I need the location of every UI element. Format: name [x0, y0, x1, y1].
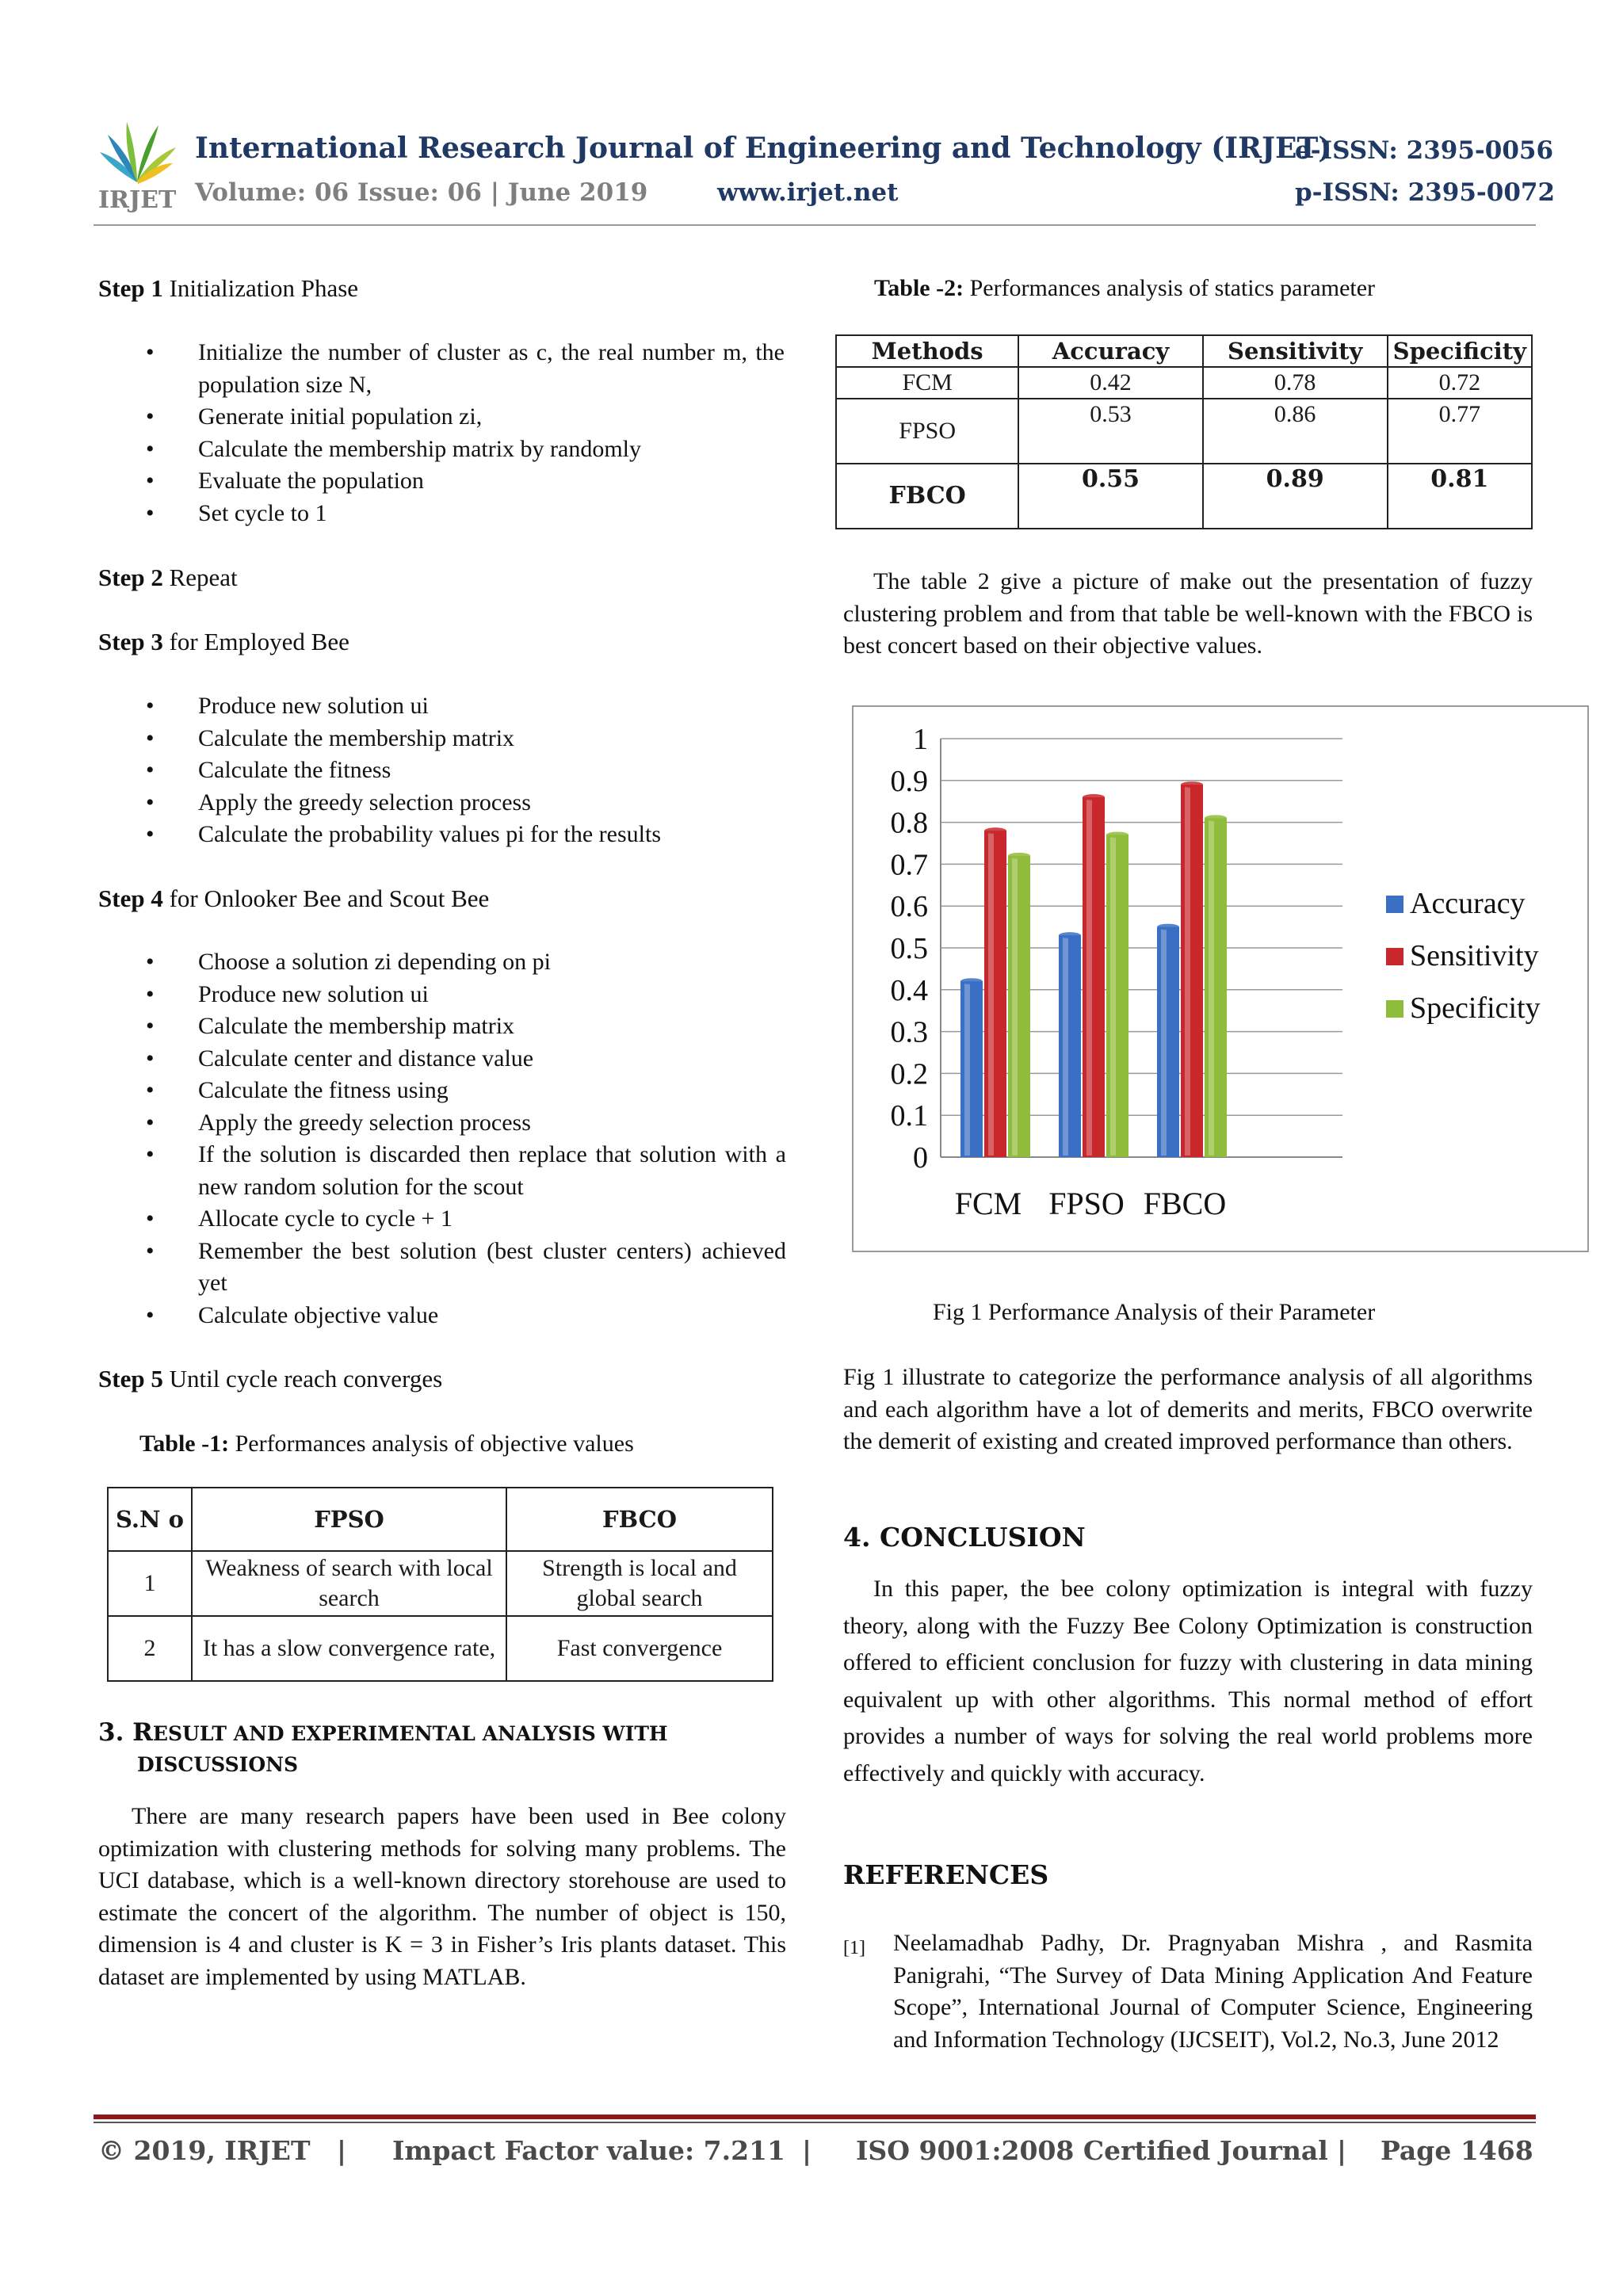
table-row [836, 399, 1532, 464]
chart-bar [1157, 927, 1179, 1157]
legend-swatch [1386, 1000, 1403, 1018]
y-tick-label: 0.9 [890, 764, 928, 798]
list-item: • If the solution is discarded then replace that solution with a new random solution for the scout [98, 1139, 786, 1203]
bar-highlight [988, 832, 994, 1156]
list-item: • Produce new solution ui [98, 690, 786, 723]
section-4-heading: 4. CONCLUSION [843, 1522, 1086, 1553]
table-cell: 2 [108, 1616, 192, 1681]
step-text: Until cycle reach converges [162, 1365, 443, 1392]
logo-text: IRJET [98, 186, 177, 212]
reference-1-number: [1] [843, 1938, 865, 1958]
table-header: Methods [836, 335, 1018, 367]
bar-highlight [964, 983, 970, 1156]
legend-label: Specificity [1410, 991, 1541, 1025]
table-header: Accuracy [1018, 335, 1202, 367]
y-tick-label: 0.7 [890, 848, 928, 882]
bar-cap [984, 827, 1006, 834]
bar-highlight [1012, 858, 1018, 1156]
table-header: FBCO [506, 1488, 773, 1551]
chart-bar [1205, 818, 1227, 1157]
figure-1-caption: Fig 1 Performance Analysis of their Parameter [933, 1299, 1376, 1325]
logo-leaves-icon [100, 122, 176, 184]
list-item: • Evaluate the population [98, 465, 785, 498]
header-divider [94, 224, 1536, 226]
eissn: e-ISSN: 2395-0056 [1295, 136, 1554, 165]
step-1-heading [98, 273, 786, 305]
list-item: • Calculate the fitness using [98, 1075, 786, 1107]
bar-cap [960, 978, 983, 984]
x-tick-label: FBCO [1143, 1186, 1227, 1221]
conclusion-paragraph: In this paper, the bee colony optimization is integral with fuzzy theory, along with the Fuzzy Bee Colony Optimization is construction offered to efficient conclusion for fuzzy with clustering in data mining equivalent up with other algorithms. This normal method of effort provides a number of ways for solving the real world problems more effectively and quickly with accuracy. [843, 1576, 1533, 1786]
step-text: for Onlooker Bee and Scout Bee [162, 884, 490, 912]
chart-bar [1059, 935, 1081, 1157]
chart-bar [1181, 785, 1203, 1157]
table-cell: 0.55 [1018, 464, 1202, 529]
chart-bar [984, 831, 1006, 1157]
list-item: • Calculate center and distance value [98, 1043, 786, 1075]
bar-cap [1059, 932, 1081, 938]
chart-bar [960, 981, 983, 1157]
table-cell: 0.78 [1203, 367, 1388, 399]
journal-title: International Research Journal of Engineering and Technology (IRJET) [195, 132, 1332, 165]
table-cell: 1 [108, 1551, 192, 1616]
legend-label: Sensitivity [1410, 939, 1539, 972]
bar-cap [1083, 794, 1105, 800]
chart-legend [1386, 887, 1541, 1025]
bar-cap [1106, 831, 1128, 838]
table-cell: Strength is local and global search [506, 1551, 773, 1616]
x-tick-label: FPSO [1048, 1186, 1125, 1221]
list-item: • Remember the best solution (best cluster centers) achieved yet [98, 1236, 786, 1300]
reference-1-text: Neelamadhab Padhy, Dr. Pragnyaban Mishra , and Rasmita Panigrahi, “The Survey of Data Mining Application And Feature Scope”, International Journal of Computer Science, Engineering and Information Technology (IJCSEIT), Vol.2, No.3, June 2012 [893, 1930, 1533, 2053]
table-cell: It has a slow convergence rate, [192, 1616, 506, 1681]
table-1-caption [139, 1428, 634, 1461]
section-3-heading-cont: DISCUSSIONS [137, 1753, 299, 1776]
table-cell: 0.89 [1203, 464, 1388, 529]
table-row [108, 1616, 773, 1681]
step-text: Initialization Phase [162, 274, 359, 302]
footer-iso: ISO 9001:2008 Certified Journal [856, 2135, 1328, 2166]
pissn: p-ISSN: 2395-0072 [1295, 178, 1556, 207]
footer-page-number: Page 1468 [1381, 2135, 1533, 2166]
figure-1-paragraph: Fig 1 illustrate to categorize the performance analysis of all algorithms and each algorithm have a lot of demerits and merits, FBCO overwrite the demerit of existing and created improved performance than others. [843, 1364, 1533, 1454]
section-3-paragraph: There are many research papers have been used in Bee colony optimization with clustering methods for solving many problems. The UCI database, which is a well-known directory storehouse are used to estimate the concert of the algorithm. The number of object is 150, dimension is 4 and cluster is K = 3 in Fisher’s Iris plants dataset. This dataset are implemented by using MATLAB. [98, 1803, 786, 1990]
bar-highlight [1110, 836, 1116, 1156]
x-tick-label: FCM [954, 1186, 1022, 1221]
footer-impact-factor: Impact Factor value: 7.211 [392, 2135, 785, 2166]
step-text: for Employed Bee [162, 628, 349, 655]
bar-cap [1205, 815, 1227, 821]
list-item: • Apply the greedy selection process [98, 1107, 786, 1140]
volume-issue: Volume: 06 Issue: 06 | June 2019 [195, 178, 648, 207]
list-item: • Allocate cycle to cycle + 1 [98, 1203, 786, 1236]
journal-website[interactable]: www.irjet.net [717, 178, 899, 207]
step-label: Step 5 [98, 1365, 163, 1392]
y-tick-label: 0.8 [890, 806, 928, 840]
chart-bars [960, 781, 1227, 1157]
table-row [836, 367, 1532, 399]
legend-label: Accuracy [1410, 887, 1526, 920]
list-item: • Apply the greedy selection process [98, 787, 786, 819]
list-item: • Choose a solution zi depending on pi [98, 946, 786, 979]
table-cell: 0.86 [1203, 399, 1388, 464]
step-2-heading [98, 562, 786, 594]
table-header: Sensitivity [1203, 335, 1388, 367]
legend-swatch [1386, 948, 1403, 965]
step-text: Repeat [162, 563, 238, 591]
y-tick-label: 0.6 [890, 890, 928, 924]
chart-bar [1106, 835, 1128, 1157]
list-item: • Calculate objective value [98, 1300, 786, 1332]
chart-bar [1008, 856, 1030, 1157]
table-cell: 0.53 [1018, 399, 1202, 464]
list-item: • Calculate the probability values pi for the results [98, 819, 786, 851]
chart-bar [1083, 797, 1105, 1157]
step-3-heading [98, 626, 786, 659]
step-label: Step 2 [98, 563, 163, 591]
bar-highlight [1161, 929, 1167, 1156]
table-1 [107, 1487, 773, 1682]
table-header: S.N o [108, 1488, 192, 1551]
step-1-list [98, 337, 785, 529]
step-4-heading [98, 883, 786, 915]
table-header: Specificity [1388, 335, 1532, 367]
performance-bar-chart [854, 707, 1587, 1251]
y-tick-label: 0.1 [890, 1099, 928, 1133]
y-tick-label: 0.4 [890, 973, 928, 1007]
y-tick-label: 0.2 [890, 1057, 928, 1091]
chart-y-axis-labels [891, 723, 929, 1175]
table-2-caption [874, 273, 1375, 305]
y-tick-label: 0 [913, 1141, 928, 1175]
caption-label: Table -1: [139, 1431, 230, 1457]
step-4-list [98, 946, 786, 1331]
table-row [836, 464, 1532, 529]
table-cell: FPSO [836, 399, 1018, 464]
table-2 [835, 334, 1533, 529]
bar-cap [1181, 781, 1203, 788]
table-2-paragraph: The table 2 give a picture of make out the presentation of fuzzy clustering problem and from that table be well-known with the FBCO is best concert based on their objective values. [843, 568, 1533, 659]
y-tick-label: 1 [913, 723, 928, 756]
bar-highlight [1063, 937, 1068, 1156]
table-cell: Weakness of search with local search [192, 1551, 506, 1616]
step-label: Step 3 [98, 628, 163, 655]
bar-highlight [1209, 819, 1214, 1156]
table-cell: FCM [836, 367, 1018, 399]
caption-text: Performances analysis of objective values [229, 1431, 634, 1457]
caption-label: Table -2: [874, 275, 964, 301]
caption-text: Performances analysis of statics parameter [964, 275, 1376, 301]
legend-swatch [1386, 896, 1403, 913]
table-cell: FBCO [836, 464, 1018, 529]
footer-separator: | [802, 2135, 812, 2166]
bar-highlight [1086, 799, 1092, 1156]
table-cell: 0.77 [1388, 399, 1532, 464]
footer-divider-thin [94, 2122, 1536, 2123]
y-tick-label: 0.3 [890, 1015, 928, 1049]
list-item: • Produce new solution ui [98, 979, 786, 1011]
footer-separator: | [337, 2135, 347, 2166]
list-item: • Calculate the fitness [98, 755, 786, 787]
bar-cap [1008, 853, 1030, 859]
footer-divider [94, 2115, 1536, 2119]
bar-cap [1157, 924, 1179, 930]
table-header: FPSO [192, 1488, 506, 1551]
references-heading: REFERENCES [843, 1859, 1049, 1890]
table-cell: 0.72 [1388, 367, 1532, 399]
step-label: Step 4 [98, 884, 163, 912]
list-item: • Initialize the number of cluster as c, the real number m, the population size N, [98, 337, 785, 401]
bar-highlight [1185, 786, 1190, 1156]
y-tick-label: 0.5 [890, 932, 928, 965]
list-item: • Calculate the membership matrix [98, 1010, 786, 1043]
table-cell: 0.42 [1018, 367, 1202, 399]
irjet-logo [94, 117, 181, 212]
list-item: • Generate initial population zi, [98, 401, 785, 434]
footer-copyright: © 2019, IRJET [98, 2135, 311, 2166]
footer-separator: | [1337, 2135, 1347, 2166]
step-5-heading [98, 1363, 786, 1396]
list-item: • Calculate the membership matrix [98, 723, 786, 755]
step-label: Step 1 [98, 274, 163, 302]
table-cell: 0.81 [1388, 464, 1532, 529]
table-row [108, 1551, 773, 1616]
table-cell: Fast convergence [506, 1616, 773, 1681]
section-3-heading: 3. RESULT AND EXPERIMENTAL ANALYSIS WITH [98, 1718, 668, 1747]
chart-x-axis-labels [955, 1186, 1227, 1221]
list-item: • Set cycle to 1 [98, 498, 785, 530]
step-3-list [98, 690, 786, 851]
list-item: • Calculate the membership matrix by randomly [98, 434, 785, 466]
